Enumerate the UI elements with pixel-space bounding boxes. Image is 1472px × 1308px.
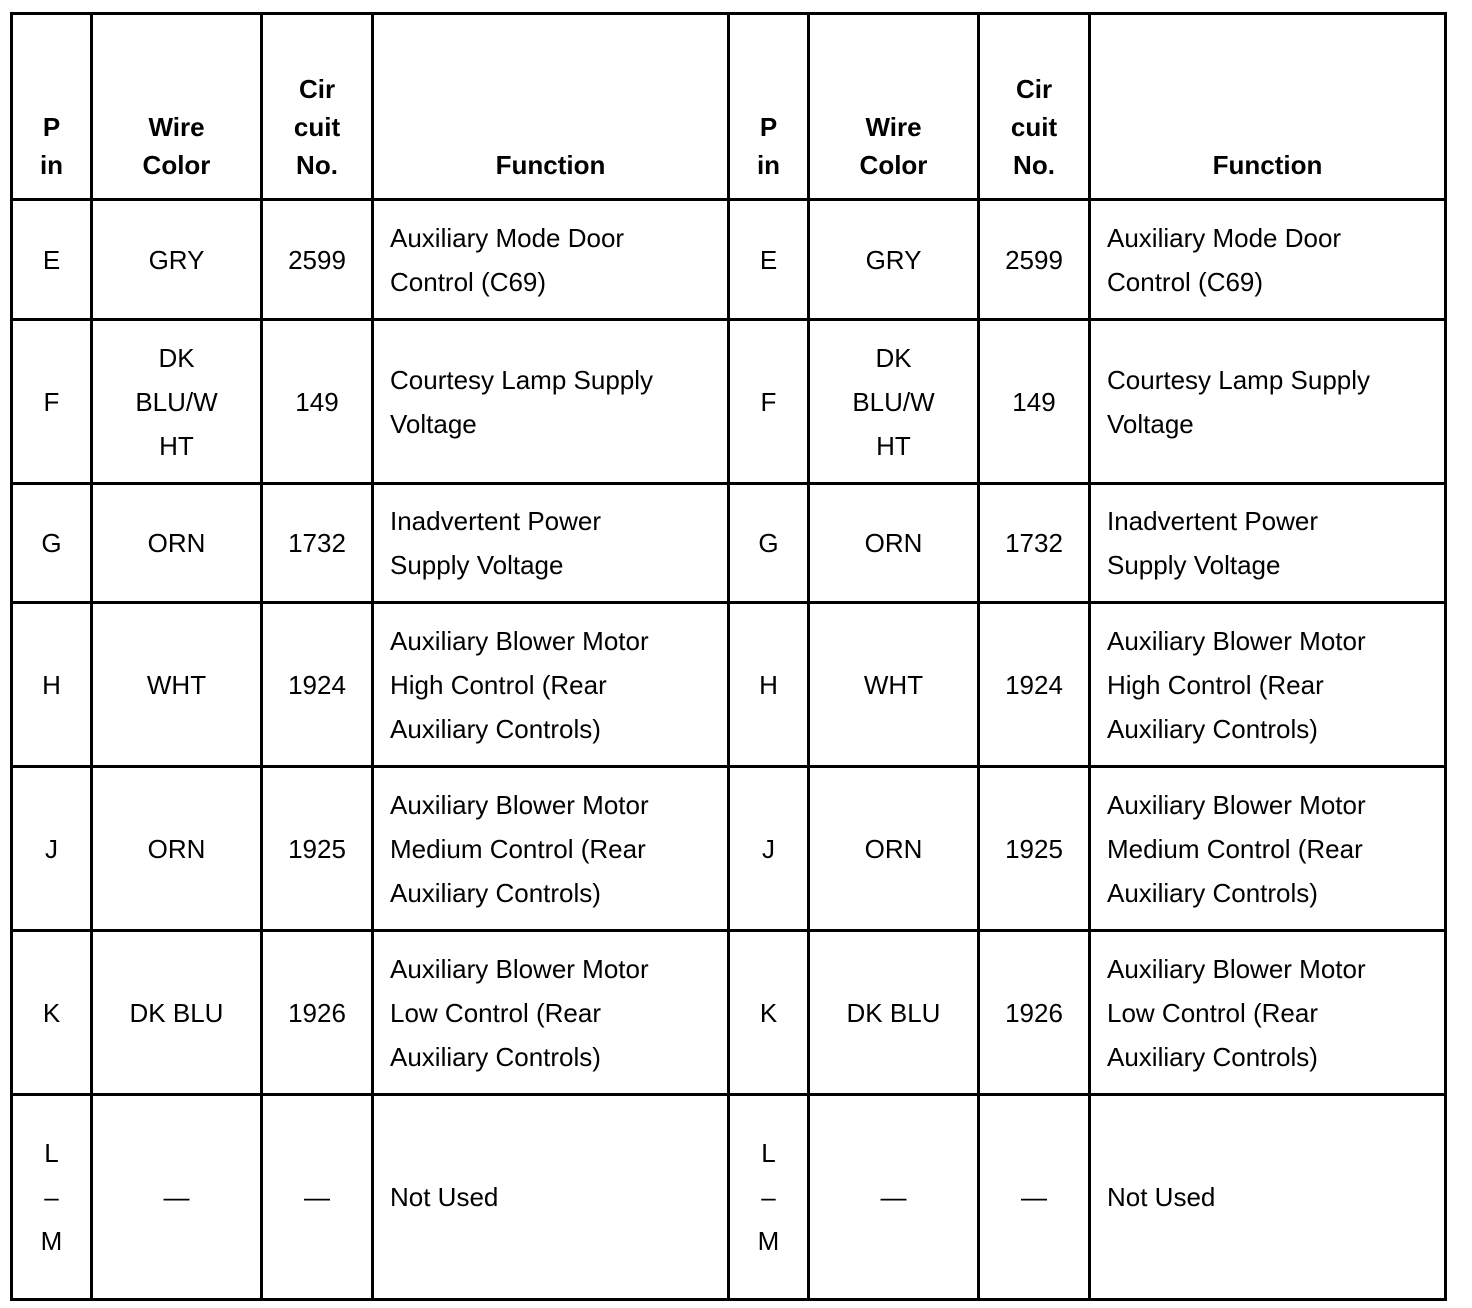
pin-cell: L – M: [729, 1095, 809, 1300]
pin-cell: L – M: [12, 1095, 92, 1300]
circuit-no-cell: 149: [979, 320, 1090, 484]
function-cell: Courtesy Lamp Supply Voltage: [1090, 320, 1446, 484]
table-row: [12, 1095, 1446, 1300]
circuit-no-cell: 1925: [979, 767, 1090, 931]
wire-color-cell: WHT: [92, 603, 262, 767]
header-pin: P in: [12, 14, 92, 200]
table-row: [12, 200, 1446, 320]
circuit-no-cell: 1924: [979, 603, 1090, 767]
function-cell: Auxiliary Blower Motor Low Control (Rear Auxiliary Controls): [373, 931, 729, 1095]
header-wire-color: Wire Color: [92, 14, 262, 200]
header-function: Function: [373, 14, 729, 200]
header-wire-color: Wire Color: [809, 14, 979, 200]
circuit-no-cell: 2599: [979, 200, 1090, 320]
function-cell: Auxiliary Blower Motor Medium Control (Rear Auxiliary Controls): [1090, 767, 1446, 931]
function-cell: Inadvertent Power Supply Voltage: [1090, 484, 1446, 603]
table-row: [12, 767, 1446, 931]
table-row: [12, 320, 1446, 484]
circuit-no-cell: 1926: [262, 931, 373, 1095]
function-cell: Courtesy Lamp Supply Voltage: [373, 320, 729, 484]
pin-cell: E: [729, 200, 809, 320]
pin-cell: K: [729, 931, 809, 1095]
wire-color-cell: —: [809, 1095, 979, 1300]
circuit-no-cell: 1925: [262, 767, 373, 931]
header-circuit-no: Cir cuit No.: [979, 14, 1090, 200]
circuit-no-cell: 1732: [262, 484, 373, 603]
pin-cell: F: [729, 320, 809, 484]
pin-function-table: [10, 12, 1447, 1301]
pin-cell: G: [12, 484, 92, 603]
wire-color-cell: GRY: [92, 200, 262, 320]
function-cell: Auxiliary Mode Door Control (C69): [373, 200, 729, 320]
header-pin: P in: [729, 14, 809, 200]
header-function: Function: [1090, 14, 1446, 200]
circuit-no-cell: 2599: [262, 200, 373, 320]
wire-color-cell: ORN: [92, 484, 262, 603]
pin-cell: G: [729, 484, 809, 603]
wire-color-cell: DK BLU/W HT: [809, 320, 979, 484]
wire-color-cell: DK BLU: [809, 931, 979, 1095]
pin-cell: H: [729, 603, 809, 767]
wire-color-cell: ORN: [92, 767, 262, 931]
pin-cell: K: [12, 931, 92, 1095]
header-row: [12, 14, 1446, 200]
wire-color-cell: DK BLU: [92, 931, 262, 1095]
circuit-no-cell: —: [979, 1095, 1090, 1300]
header-circuit-no: Cir cuit No.: [262, 14, 373, 200]
circuit-no-cell: 1732: [979, 484, 1090, 603]
table-row: [12, 931, 1446, 1095]
wire-color-cell: ORN: [809, 484, 979, 603]
circuit-no-cell: —: [262, 1095, 373, 1300]
circuit-no-cell: 1924: [262, 603, 373, 767]
circuit-no-cell: 1926: [979, 931, 1090, 1095]
function-cell: Auxiliary Mode Door Control (C69): [1090, 200, 1446, 320]
wire-color-cell: GRY: [809, 200, 979, 320]
function-cell: Not Used: [1090, 1095, 1446, 1300]
pin-cell: H: [12, 603, 92, 767]
pin-cell: F: [12, 320, 92, 484]
table-row: [12, 484, 1446, 603]
function-cell: Auxiliary Blower Motor High Control (Rear Auxiliary Controls): [1090, 603, 1446, 767]
wire-color-cell: —: [92, 1095, 262, 1300]
pin-cell: J: [729, 767, 809, 931]
wire-color-cell: DK BLU/W HT: [92, 320, 262, 484]
function-cell: Auxiliary Blower Motor High Control (Rear Auxiliary Controls): [373, 603, 729, 767]
function-cell: Auxiliary Blower Motor Medium Control (Rear Auxiliary Controls): [373, 767, 729, 931]
pin-cell: E: [12, 200, 92, 320]
table-row: [12, 603, 1446, 767]
function-cell: Inadvertent Power Supply Voltage: [373, 484, 729, 603]
function-cell: Auxiliary Blower Motor Low Control (Rear Auxiliary Controls): [1090, 931, 1446, 1095]
wire-color-cell: WHT: [809, 603, 979, 767]
function-cell: Not Used: [373, 1095, 729, 1300]
pin-cell: J: [12, 767, 92, 931]
circuit-no-cell: 149: [262, 320, 373, 484]
wire-color-cell: ORN: [809, 767, 979, 931]
